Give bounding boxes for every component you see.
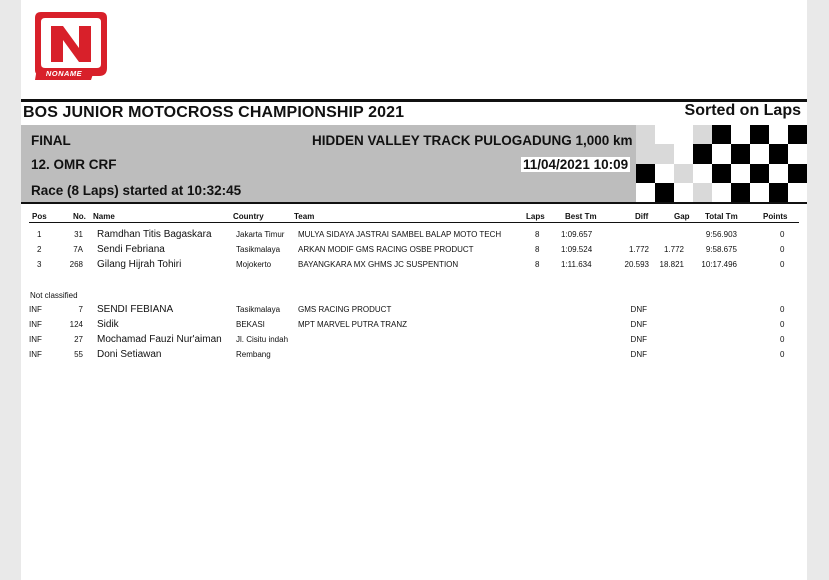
row-total: 9:58.675 <box>705 245 737 254</box>
col-gap: Gap <box>674 212 690 221</box>
col-points: Points <box>763 212 788 221</box>
row-name: Sidik <box>97 319 119 330</box>
row-pos: INF <box>29 350 42 359</box>
championship-title: BOS JUNIOR MOTOCROSS CHAMPIONSHIP 2021 <box>23 104 405 121</box>
row-points: 0 <box>780 350 785 359</box>
row-gap: 1.772 <box>663 245 684 254</box>
table-row <box>21 320 807 335</box>
sort-label: Sorted on Laps <box>684 102 801 119</box>
row-points: 0 <box>780 335 785 344</box>
row-no: 268 <box>69 260 83 269</box>
noname-logo <box>33 8 109 82</box>
row-team: ARKAN MODIF GMS RACING OSBE PRODUCT <box>298 245 474 254</box>
row-team: MPT MARVEL PUTRA TRANZ <box>298 320 408 329</box>
row-best: 1:09.657 <box>561 230 593 239</box>
row-name: Ramdhan Titis Bagaskara <box>97 229 212 240</box>
row-no: 7 <box>78 305 83 314</box>
row-no: 124 <box>69 320 83 329</box>
results-sheet <box>21 0 807 580</box>
row-points: 0 <box>780 305 785 314</box>
col-best: Best Tm <box>565 212 597 221</box>
table-row <box>21 230 807 245</box>
row-status: DNF <box>630 305 647 314</box>
not-classified-heading: Not classified <box>30 291 78 300</box>
col-total: Total Tm <box>705 212 738 221</box>
row-pos: 2 <box>37 245 42 254</box>
table-row <box>21 335 807 350</box>
row-country: BEKASI <box>236 320 265 329</box>
col-name: Name <box>93 212 115 221</box>
table-row <box>21 245 807 260</box>
row-gap: 18.821 <box>659 260 684 269</box>
row-pos: INF <box>29 335 42 344</box>
band-rule <box>21 202 807 204</box>
col-diff: Diff <box>635 212 649 221</box>
row-laps: 8 <box>535 245 540 254</box>
row-best: 1:11.634 <box>561 260 592 269</box>
row-name: Doni Setiawan <box>97 349 162 360</box>
row-no: 7A <box>73 245 83 254</box>
row-points: 0 <box>780 320 785 329</box>
row-country: Jakarta Timur <box>236 230 285 239</box>
row-pos: 3 <box>37 260 42 269</box>
row-team: GMS RACING PRODUCT <box>298 305 392 314</box>
row-total: 10:17.496 <box>701 260 737 269</box>
row-laps: 8 <box>535 230 540 239</box>
table-row <box>21 350 807 365</box>
row-no: 27 <box>74 335 83 344</box>
row-points: 0 <box>780 245 785 254</box>
row-best: 1:09.524 <box>561 245 593 254</box>
session-datetime: 11/04/2021 10:09 <box>523 157 629 172</box>
row-name: Sendi Febriana <box>97 244 165 255</box>
table-row <box>21 305 807 320</box>
checkered-flag-icon <box>636 125 807 202</box>
row-no: 55 <box>74 350 83 359</box>
row-points: 0 <box>780 230 785 239</box>
header-rule <box>29 222 799 223</box>
row-status: DNF <box>630 320 647 329</box>
table-row <box>21 260 807 275</box>
row-country: Tasikmalaya <box>236 245 281 254</box>
row-country: Mojokerto <box>236 260 272 269</box>
row-team: BAYANGKARA MX GHMS JC SUSPENTION <box>298 260 459 269</box>
row-country: Tasikmalaya <box>236 305 281 314</box>
row-laps: 8 <box>535 260 540 269</box>
row-name: Mochamad Fauzi Nur'aiman <box>97 334 222 345</box>
row-diff: 20.593 <box>624 260 649 269</box>
row-status: DNF <box>630 335 647 344</box>
col-pos: Pos <box>32 212 47 221</box>
row-country: Rembang <box>236 350 271 359</box>
col-team: Team <box>294 212 315 221</box>
col-country: Country <box>233 212 264 221</box>
row-name: SENDI FEBIANA <box>97 304 174 315</box>
col-no: No. <box>73 212 86 221</box>
row-points: 0 <box>780 260 785 269</box>
session-name: FINAL <box>31 133 71 148</box>
row-pos: 1 <box>37 230 42 239</box>
row-pos: INF <box>29 305 42 314</box>
row-country: Jl. Cisitu indah <box>236 335 289 344</box>
class-name: 12. OMR CRF <box>31 157 117 172</box>
row-total: 9:56.903 <box>705 230 737 239</box>
row-diff: 1.772 <box>628 245 649 254</box>
row-no: 31 <box>74 230 83 239</box>
logo-text: NONAME <box>45 69 83 78</box>
row-name: Gilang Hijrah Tohiri <box>97 259 182 270</box>
race-info: Race (8 Laps) started at 10:32:45 <box>31 183 242 198</box>
col-laps: Laps <box>526 212 545 221</box>
row-pos: INF <box>29 320 42 329</box>
track-name: HIDDEN VALLEY TRACK PULOGADUNG 1,000 km <box>312 133 633 148</box>
row-team: MULYA SIDAYA JASTRAI SAMBEL BALAP MOTO TECH <box>298 230 502 239</box>
row-status: DNF <box>630 350 647 359</box>
